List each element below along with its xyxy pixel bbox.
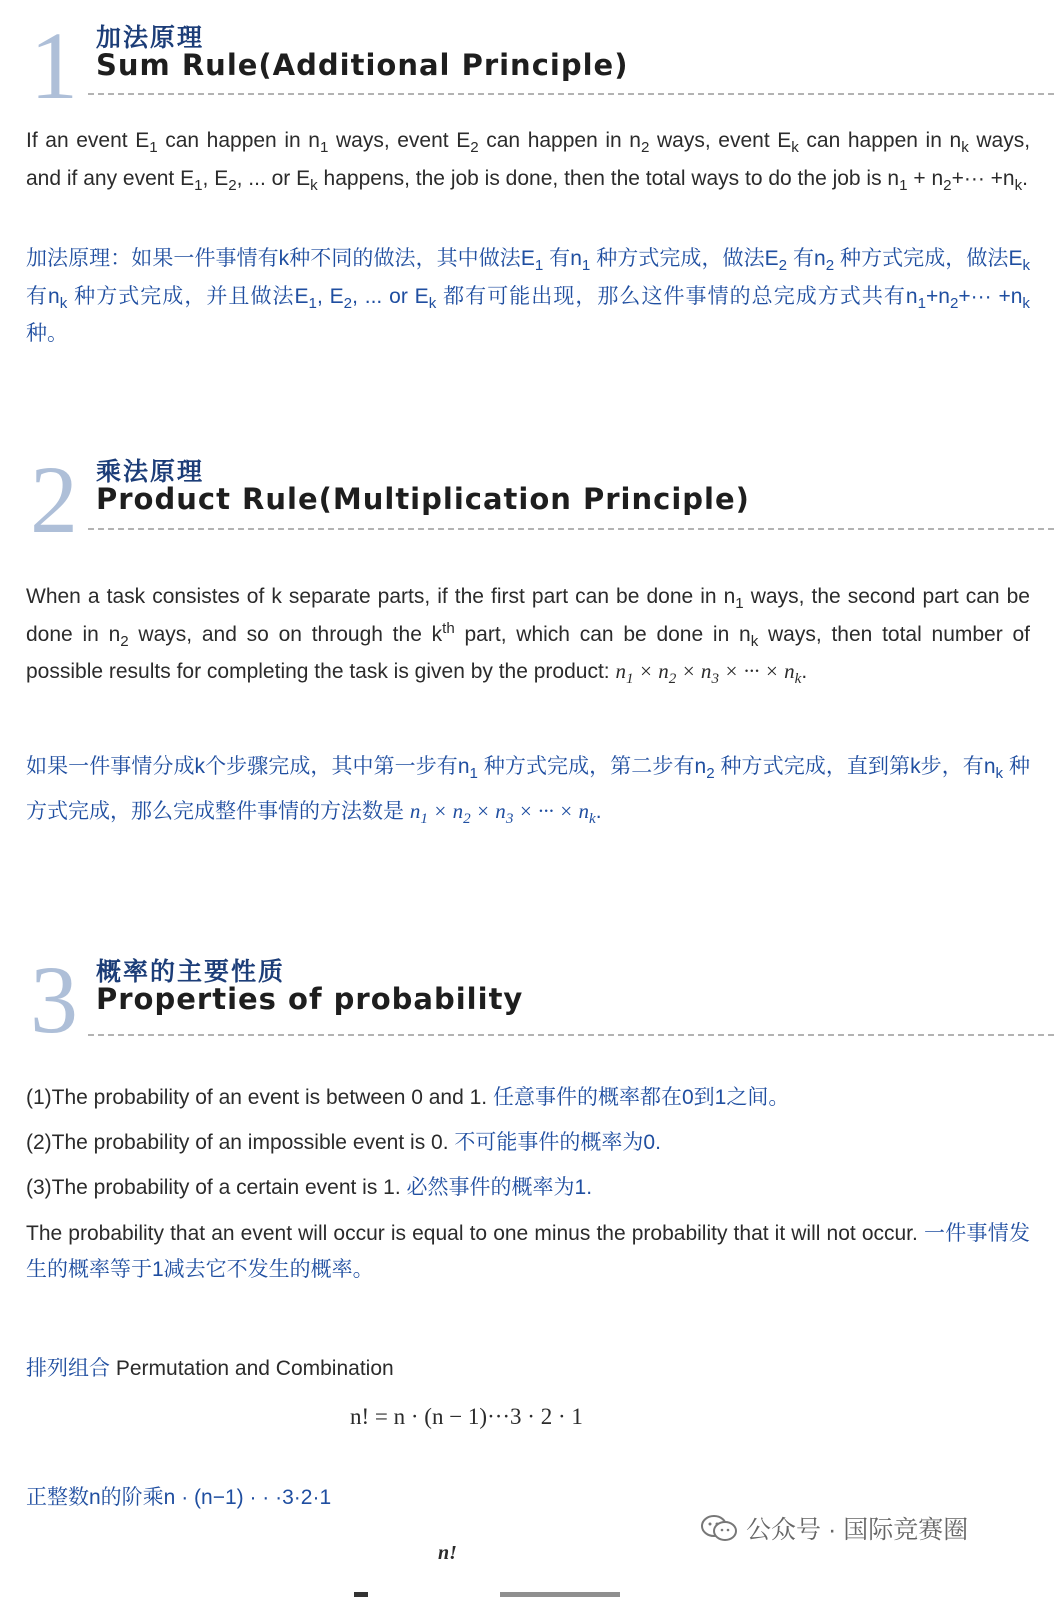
property-1-cn: 任意事件的概率都在0到1之间。: [492, 1086, 790, 1109]
wechat-icon: [700, 1514, 738, 1542]
section-1-title-cn: 加法原理: [96, 23, 205, 52]
sum-rule-paragraph-en: If an event $E_1$ can happen in $n_1$ ways, event $E_2$ can happen in $n_2$ ways, event $E_k$ can happen in $n_k$ ways, and if any event $E_1$, $E_2$, ... or $E_k$ happens, the job is done, then the total ways to do the job is $n_1 + n_2+\cdot\cdot\cdot +n_k$.: [26, 129, 1031, 194]
product-rule-paragraph-cn: 如果一件事情分成k个步骤完成，其中第一步有$n_1$ 种方式完成，第二步有$n_2$ 种方式完成，直到第k步，有$n_k$ 种方式完成，那么完成整件事情的方法数是 $n_1 \times n_2 \times n_3$ × ··· × $n_k$.: [26, 755, 1030, 828]
property-3: [26, 1173, 592, 1203]
property-1: [26, 1083, 789, 1113]
property-1-en: (1)The probability of an event is between 0 and 1.: [26, 1086, 488, 1109]
partial-formula-cutoff: [350, 1585, 630, 1597]
section-3-title-en: Properties of probability: [96, 982, 524, 1016]
property-3-cn: 必然事件的概率为1.: [406, 1176, 593, 1199]
factorial-formula: n! = n · (n − 1)···3 · 2 · 1: [350, 1404, 583, 1429]
product-rule-paragraph-en: When a task consistes of k separate parts, if the first part can be done in $n_1$ ways, the second part can be done in $n_2$ ways, and so on through the $k^{th}$ part, which can be done in $n_k$ ways, then total number of possible results for completing the task is given by the product: $n_1 \times n_2 \times n_3$ × ··· × $n_k$.: [26, 585, 1031, 688]
perm-heading-cn: 排列组合: [26, 1357, 110, 1380]
section-1-title-en: Sum Rule(Additional Principle): [96, 48, 629, 82]
property-4-cn: 一件事情发生的概率等于1减去它不发生的概率。: [26, 1222, 1031, 1281]
partial-formula-numerator: n!: [438, 1542, 457, 1564]
perm-heading-en: Permutation and Combination: [115, 1357, 394, 1380]
factorial-description: 正整数n的阶乘n · (n−1) · · ·3·2·1: [26, 1486, 332, 1509]
perm-heading: [26, 1354, 394, 1384]
property-2: [26, 1128, 661, 1158]
sum-rule-paragraph-cn: 加法原理：如果一件事情有k种不同的做法，其中做法$E_1$ 有$n_1$ 种方式完成，做法$E_2$ 有$n_2$ 种方式完成，做法$E_k$ 有$n_k$ 种方式完成，并且做法$E_1$, $E_2$, ... or $E_k$ 都有可能出现，那么这件事情的总完成方式共有$n_1+n_2+\cdot\cdot\cdot +n_k$种。: [26, 247, 1031, 345]
property-4: [26, 1216, 1030, 1288]
section-2-number: 2: [30, 446, 78, 553]
section-1-number: 1: [30, 12, 78, 119]
section-3-divider: [88, 1034, 1054, 1036]
property-4-en: The probability that an event will occur is equal to one minus the probability that it will not occur.: [26, 1222, 918, 1245]
section-3-number: 3: [30, 946, 78, 1053]
section-2-title-en: Product Rule(Multiplication Principle): [96, 482, 750, 516]
section-1-divider: [88, 93, 1054, 95]
property-2-cn: 不可能事件的概率为0.: [454, 1131, 661, 1154]
property-3-en: (3)The probability of a certain event is 1.: [26, 1176, 401, 1199]
section-2-divider: [88, 528, 1054, 530]
section-2-title-cn: 乘法原理: [96, 457, 205, 486]
watermark: [700, 1510, 968, 1546]
section-3-title-cn: 概率的主要性质: [96, 957, 286, 986]
property-2-en: (2)The probability of an impossible event is 0.: [26, 1131, 449, 1154]
watermark-text: 公众号 · 国际竞赛圈: [746, 1516, 969, 1544]
